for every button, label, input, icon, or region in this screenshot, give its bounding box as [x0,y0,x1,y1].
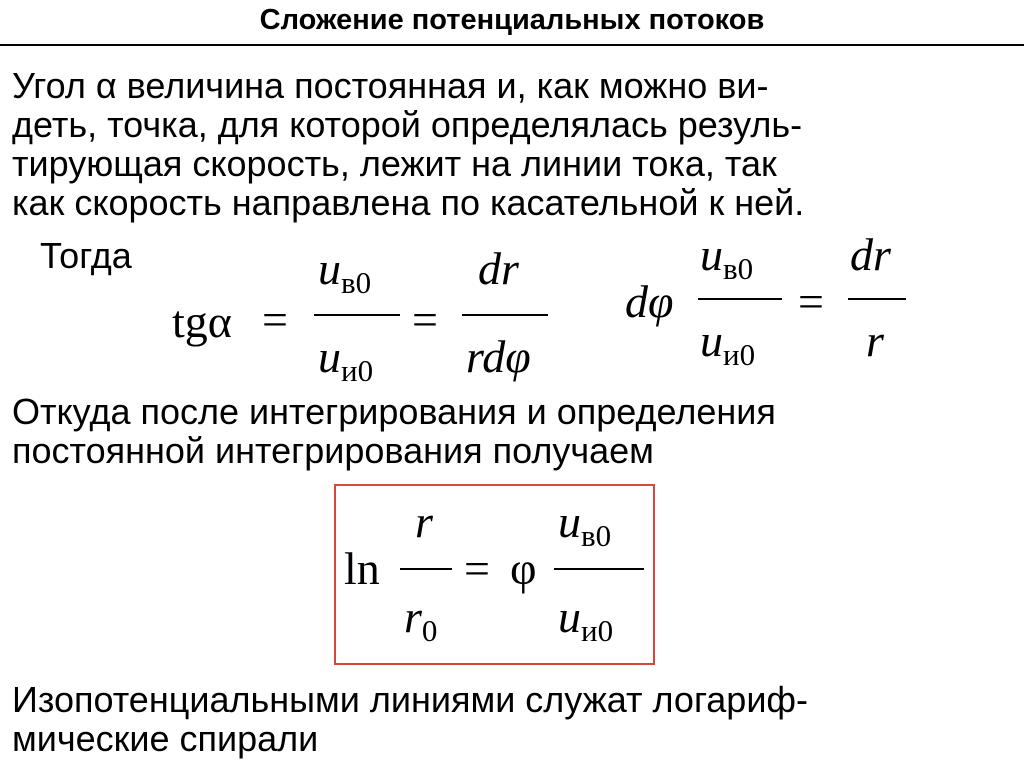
numerator-r: r [415,496,433,547]
intro-line-1: Угол α величина постоянная и, как можно ви- [12,65,769,106]
conclusion-line-1: Изопотенциальными линиями служат логариф- [12,679,809,720]
dphi: dφ [625,276,674,327]
fraction-bar [462,314,548,316]
equals-sign: = [262,294,288,345]
fraction-bar [554,568,644,570]
equals-sign: = [412,294,438,345]
slide-title: Сложение потенциальных потоков [259,4,765,36]
fraction-bar [848,298,906,300]
then-label: Тогда [40,235,132,276]
fraction-bar [698,298,782,300]
equals-sign: = [464,543,490,594]
numerator-u-v0: uв0 [318,243,372,300]
fraction-bar [314,314,400,316]
denominator-u-i0: uи0 [700,315,756,372]
fraction-bar [400,568,452,570]
denominator-rdphi: rdφ [466,331,531,382]
tg-alpha: tgα [172,296,232,347]
numerator-dr: dr [850,229,891,280]
denominator-r: r [866,315,884,366]
title-divider [0,44,1024,46]
numerator-u-v0: uв0 [700,229,754,286]
ln-symbol: ln [344,543,380,594]
numerator-dr: dr [478,243,519,294]
denominator-u-i0: uи0 [318,331,374,388]
intro-line-3: тирующая скорость, лежит на линии тока, так [12,143,777,184]
intro-line-2: деть, точка, для которой определялась резуль- [12,104,803,145]
equals-sign: = [798,276,824,327]
after-line-2: постоянной интегрирования получаем [12,430,654,471]
conclusion-line-2: мические спирали [12,718,319,759]
denominator-u-i0: uи0 [558,591,614,648]
phi-symbol: φ [510,543,537,594]
intro-line-4: как скорость направлена по касательной к ней. [12,182,805,223]
denominator-r0: r0 [404,591,438,648]
numerator-u-v0: uв0 [558,496,612,553]
after-line-1: Откуда после интегрирования и определения [12,391,776,432]
